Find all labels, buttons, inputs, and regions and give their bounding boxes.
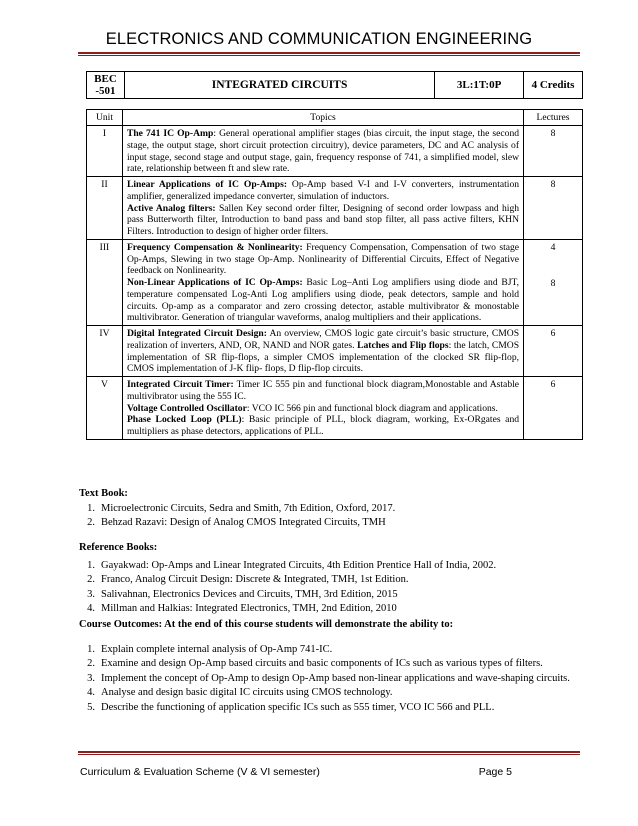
table-row: [87, 177, 583, 240]
topic-heading: Non-Linear Applications of IC Op-Amps:: [126, 277, 303, 288]
list-item-text: Behzad Razavi: Design of Analog CMOS Integrated Circuits, TMH: [101, 517, 386, 528]
header-divider: [78, 52, 580, 54]
header-unit: Unit: [87, 110, 123, 126]
topic-text: : Basic principle of PLL, block diagram, working, Ex-ORgates and multipliers as phase detectors, applications of PLL.: [126, 414, 520, 437]
unit-lectures: 6: [524, 377, 583, 440]
topic-heading: Linear Applications of IC Op-Amps:: [126, 179, 288, 190]
list-item-number: 3.: [87, 672, 95, 684]
topic-text: : VCO IC 566 pin and functional block diagram and applications.: [246, 402, 498, 414]
list-item-number: 4.: [87, 687, 95, 698]
list-item-number: 2.: [87, 658, 95, 669]
text-book-list: [79, 502, 559, 531]
table-row: [87, 326, 583, 377]
page-header-title: ELECTRONICS AND COMMUNICATION ENGINEERING: [105, 30, 533, 48]
table-row: [87, 126, 583, 177]
list-item-number: 3.: [87, 588, 95, 600]
course-title: INTEGRATED CIRCUITS: [124, 72, 434, 99]
list-item-number: 5.: [87, 701, 95, 713]
list-item-text: Analyse and design basic digital IC circuits using CMOS technology.: [101, 687, 393, 698]
unit-topics: [122, 377, 523, 440]
page-footer: [80, 766, 512, 778]
topic-text: An overview, CMOS logic gate circuit’s basic structure, CMOS realization of inverters, AND, OR, NAND and NOR gates.: [126, 328, 520, 351]
unit-topics: [122, 239, 523, 325]
topic-text: : the latch, CMOS implementation of SR flip-flops, a simpler CMOS implementation of the clocked SR flip-flop, CMOS implementation of J-K flip- flops, D flip-flop circuits.: [126, 339, 520, 375]
topic-text: Basic Log–Anti Log amplifiers using diode and BJT, temperature compensated Log-Anti Log amplifiers using diode, peak detectors, sample and hold circuits. Op-amp as a comparator and zero crossing detector, astable multivibrator & monostable multivibrator. Generation of triangular waveforms, analog multipliers and their applications.: [126, 277, 520, 324]
list-item-text: Gayakwad: Op-Amps and Linear Integrated Circuits, 4th Edition Prentice Hall of India, 2002.: [101, 559, 497, 571]
list-item-number: 2.: [87, 517, 95, 528]
header-divider-thin: [78, 55, 580, 56]
list-item-text: Millman and Halkias: Integrated Electronics, TMH, 2nd Edition, 2010: [101, 603, 397, 614]
topic-text: Sallen Key second order filter, Designing of second order lowpass and high pass Butterworth filter, Introduction to band pass and band stop filter, all pass active filters, KHN Filters. Introduction to design of higher order filters.: [126, 202, 520, 237]
lectures-part-2: 8: [550, 277, 556, 289]
unit-lectures: [524, 239, 583, 325]
list-item-number: 1.: [87, 643, 95, 655]
table-row: [87, 377, 583, 440]
topic-heading: The 741 IC Op-Amp: [126, 128, 214, 139]
lectures-part-1: 4: [550, 241, 556, 253]
topic-heading: Voltage Controlled Oscillator: [126, 402, 247, 414]
list-item: [79, 573, 559, 588]
list-item-text: Salivahnan, Electronics Devices and Circuits, TMH, 3rd Edition, 2015: [101, 588, 398, 600]
reference-books-section: [79, 541, 559, 617]
unit-topics: [122, 126, 523, 177]
list-item-text: Describe the functioning of application specific ICs such as 555 timer, VCO IC 566 and PLL.: [101, 701, 495, 713]
list-item: [79, 686, 579, 701]
course-info-table: [86, 71, 583, 99]
header-topics: Topics: [122, 110, 523, 126]
topic-text: : General operational amplifier stages (bias circuit, the input stage, the second stage, the output stage, short circuit protection circuitry), device parameters, DC and AC analysis of input stage, second stage and output stage, gain, frequency response of 741, a simplified model, slew rate, relationship between ft and slew rate.: [126, 128, 520, 175]
course-info-row: [87, 72, 583, 99]
unit-lectures: 6: [524, 326, 583, 377]
course-outcomes-list: [79, 643, 579, 716]
footer-divider: [78, 751, 580, 753]
list-item-text: Microelectronic Circuits, Sedra and Smith, 7th Edition, Oxford, 2017.: [101, 502, 396, 514]
footer-divider-thin: [78, 754, 580, 755]
list-item: [79, 643, 579, 658]
reference-books-heading: Reference Books:: [79, 542, 158, 553]
list-item: [79, 516, 559, 531]
list-item: [79, 602, 559, 617]
unit-topics: [122, 177, 523, 240]
topic-heading: Integrated Circuit Timer:: [126, 379, 234, 390]
unit-lectures: 8: [524, 177, 583, 240]
list-item: [79, 502, 559, 517]
topic-text: Timer IC 555 pin and functional block diagram,Monostable and Astable multivibrator using the 555 IC.: [126, 379, 520, 402]
list-item-text: Explain complete internal analysis of Op-Amp 741-IC.: [101, 643, 333, 655]
footer-page-number: Page 5: [478, 766, 512, 778]
syllabus-table: [86, 109, 583, 440]
list-item-number: 1.: [87, 559, 95, 571]
topic-text: Op-Amp based V-I and I-V converters, instrumentation amplifier, generalized impedance converter, simulation of inductors.: [126, 179, 520, 202]
footer-document-title: Curriculum & Evaluation Scheme (V & VI semester): [80, 766, 320, 778]
unit-number: III: [87, 239, 123, 325]
course-code: BEC -501: [87, 72, 125, 99]
unit-number: II: [87, 177, 123, 240]
list-item-number: 2.: [87, 574, 95, 585]
list-item: [79, 559, 559, 574]
text-book-heading: Text Book:: [79, 488, 128, 499]
syllabus-header-row: [87, 110, 583, 126]
unit-topics: [122, 326, 523, 377]
course-credits: 4 Credits: [524, 72, 583, 99]
list-item: [79, 672, 579, 687]
topic-heading: Latches and Flip flops: [354, 339, 449, 351]
unit-number: I: [87, 126, 123, 177]
table-row: [87, 239, 583, 325]
text-book-section: [79, 487, 559, 531]
reference-books-list: [79, 559, 559, 617]
topic-heading: Digital Integrated Circuit Design:: [126, 328, 267, 339]
course-outcomes-heading: Course Outcomes: At the end of this course students will demonstrate the ability to:: [79, 619, 454, 630]
header-lectures: Lectures: [524, 110, 583, 126]
list-item-number: 1.: [87, 502, 95, 514]
list-item-number: 4.: [87, 603, 95, 614]
unit-lectures: 8: [524, 126, 583, 177]
topic-heading: Active Analog filters:: [126, 202, 216, 214]
list-item: [79, 701, 579, 716]
list-item: [79, 588, 559, 603]
list-item: [79, 657, 579, 672]
course-ltp: 3L:1T:0P: [435, 72, 524, 99]
topic-heading: Frequency Compensation & Nonlinearity:: [126, 241, 303, 253]
list-item-text: Implement the concept of Op-Amp to design Op-Amp based non-linear applications and wave-shaping circuits.: [101, 672, 570, 684]
course-outcomes-section: [79, 618, 579, 715]
list-item-text: Franco, Analog Circuit Design: Discrete & Integrated, TMH, 1st Edition.: [101, 574, 409, 585]
unit-number: V: [87, 377, 123, 440]
topic-heading: Phase Locked Loop (PLL): [126, 414, 242, 426]
topic-text: Frequency Compensation, Compensation of two stage Op-Amps, Slewing in two stage Op-Amp. Nonlinearity of Differential Circuits, Effect of Negative feedback on Nonlinearity.: [126, 241, 520, 277]
unit-number: IV: [87, 326, 123, 377]
list-item-text: Examine and design Op-Amp based circuits and basic components of ICs such as various types of filters.: [101, 658, 543, 669]
